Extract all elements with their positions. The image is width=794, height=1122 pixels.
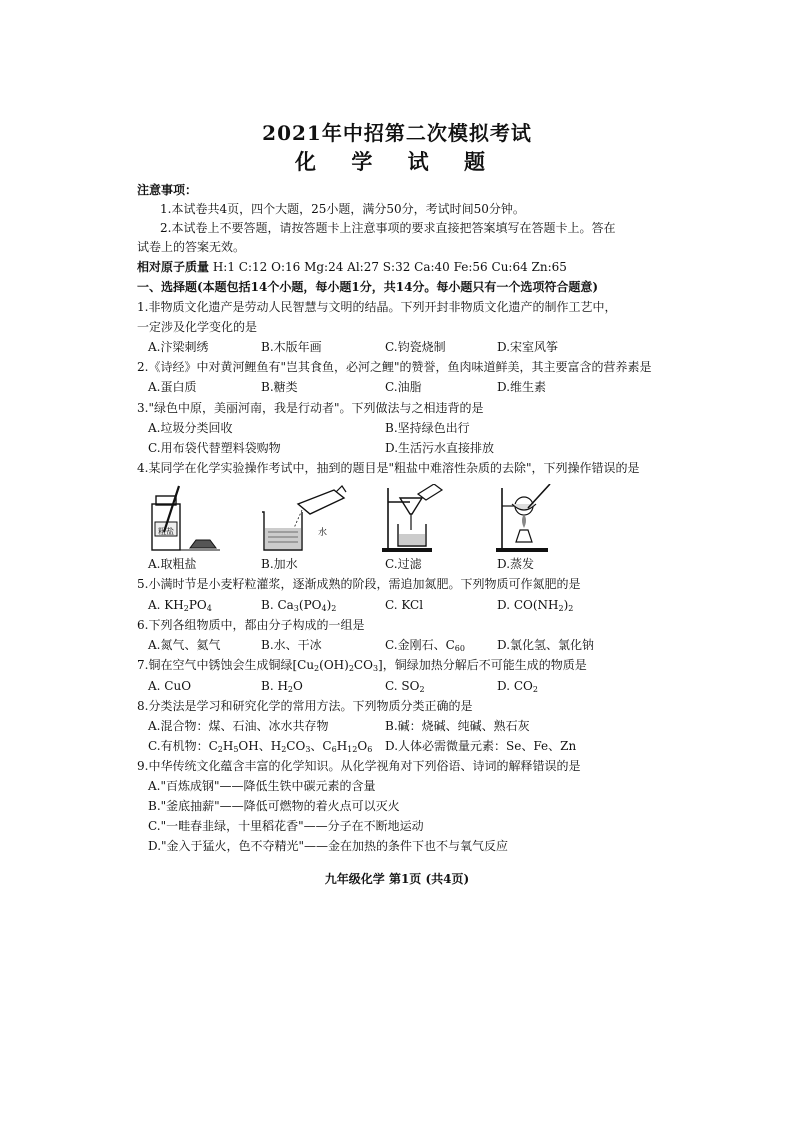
exam-subtitle: 化 学 试 题 — [295, 149, 499, 174]
q4-figure-b — [258, 484, 348, 556]
q3-option-c: C.用布袋代替塑料袋购物 — [148, 441, 281, 455]
q4-figure-c — [382, 484, 452, 556]
section-1-heading: 一、选择题(本题包括14个小题，每小题1分，共14分。每小题只有一个选项符合题意) — [137, 280, 599, 294]
q2-option-b: B.糖类 — [261, 380, 298, 394]
q9-option-a: A."百炼成钢"——降低生铁中碳元素的含量 — [148, 779, 376, 793]
page-footer: 九年级化学 第1页 (共4页) — [324, 872, 470, 886]
q2-stem: 2.《诗经》中对黄河鲤鱼有"岂其食鱼，必河之鲤"的赞誉，鱼肉味道鲜美，其主要富含的营养素是 — [137, 360, 652, 374]
q4-jar-label: 粗盐 — [158, 527, 174, 536]
q6-option-d: D.氯化氢、氯化钠 — [497, 638, 595, 652]
q5-option-b: B. $Ca_3(PO_4)_2$ — [261, 598, 337, 613]
q4-option-d: D.蒸发 — [497, 557, 535, 571]
atomic-mass-values: H:1 C:12 O:16 Mg:24 Al:27 S:32 Ca:40 Fe:56 Cu:64 Zn:65 — [212, 260, 567, 274]
q5-option-c: C. KCl — [385, 598, 424, 612]
q7-stem: 7.铜在空气中锈蚀会生成铜绿$[Cu_2(OH)_2CO_3]$，铜绿加热分解后不可能生成的物质是 — [137, 658, 587, 673]
atomic-mass-label: 相对原子质量 — [137, 260, 210, 274]
q4-option-b: B.加水 — [261, 557, 298, 571]
q8-option-a: A.混合物：煤、石油、冰水共存物 — [148, 719, 329, 733]
q1-option-c: C.钧瓷烧制 — [385, 340, 446, 354]
q7-option-d: D. $CO_2$ — [497, 679, 538, 694]
q1-option-a: A.汴梁刺绣 — [148, 340, 209, 354]
q8-stem: 8.分类法是学习和研究化学的常用方法。下列物质分类正确的是 — [137, 699, 473, 713]
q3-option-d: D.生活污水直接排放 — [385, 441, 495, 455]
q4-water-label: 水 — [318, 528, 328, 538]
q8-option-b: B.碱：烧碱、纯碱、熟石灰 — [385, 719, 530, 733]
q6-option-a: A.氮气、氦气 — [148, 638, 221, 652]
q9-option-b: B."釜底抽薪"——降低可燃物的着火点可以灭火 — [148, 799, 400, 813]
q3-stem: 3."绿色中原，美丽河南，我是行动者"。下列做法与之相违背的是 — [137, 401, 484, 415]
q6-option-c: C.金刚石、$C_{60}$ — [385, 638, 465, 653]
q5-option-d: D. $CO(NH_2)_2$ — [497, 598, 574, 613]
q3-option-b: B.坚持绿色出行 — [385, 421, 470, 435]
q4-figure-a — [146, 484, 226, 556]
q2-option-d: D.维生素 — [497, 380, 547, 394]
q6-option-b: B.水、干冰 — [261, 638, 322, 652]
q4-option-a: A.取粗盐 — [148, 557, 197, 571]
q1-stem: 1.非物质文化遗产是劳动人民智慧与文明的结晶。下列开封非物质文化遗产的制作工艺中， — [137, 300, 617, 314]
notice-heading: 注意事项： — [137, 183, 198, 197]
q2-option-a: A.蛋白质 — [148, 380, 197, 394]
q4-option-c: C.过滤 — [385, 557, 422, 571]
notice-item-2: 2.本试卷上不要答题，请按答题卡上注意事项的要求直接把答案填写在答题卡上。答在 — [160, 221, 616, 235]
q7-option-a: A. CuO — [148, 679, 192, 693]
q4-stem: 4.某同学在化学实验操作考试中，抽到的题目是"粗盐中难溶性杂质的去除"，下列操作错误的是 — [137, 461, 640, 475]
q3-option-a: A.垃圾分类回收 — [148, 421, 233, 435]
notice-item-1: 1.本试卷共4页，四个大题，25小题，满分50分，考试时间50分钟。 — [160, 202, 525, 216]
atomic-mass-line — [137, 259, 567, 275]
q4-figure-d — [494, 484, 564, 556]
q1-option-b: B.木版年画 — [261, 340, 322, 354]
exam-title: 2021年中招第二次模拟考试 — [262, 121, 532, 145]
q1-stem-cont: 一定涉及化学变化的是 — [137, 320, 258, 334]
notice-item-2-cont: 试卷上的答案无效。 — [137, 240, 246, 254]
q5-stem: 5.小满时节是小麦籽粒灌浆，逐渐成熟的阶段，需追加氮肥。下列物质可作氮肥的是 — [137, 577, 581, 591]
q7-option-c: C. $SO_2$ — [385, 679, 425, 694]
q6-stem: 6.下列各组物质中，都由分子构成的一组是 — [137, 618, 365, 632]
q1-option-d: D.宋室风筝 — [497, 340, 559, 354]
q8-option-c: C.有机物：$C_2H_5OH$、$H_2CO_3$、$C_6H_{12}O_6$ — [148, 739, 373, 754]
q9-option-d: D."金入于猛火，色不夺精光"——金在加热的条件下也不与氧气反应 — [148, 839, 509, 853]
q8-option-d: D.人体必需微量元素：Se、Fe、Zn — [385, 739, 577, 753]
q5-option-a: A. $KH_2PO_4$ — [148, 598, 212, 613]
q2-option-c: C.油脂 — [385, 380, 422, 394]
q7-option-b: B. $H_2O$ — [261, 679, 303, 694]
q9-option-c: C."一畦春韭绿，十里稻花香"——分子在不断地运动 — [148, 819, 424, 833]
q9-stem: 9.中华传统文化蕴含丰富的化学知识。从化学视角对下列俗语、诗词的解释错误的是 — [137, 759, 581, 773]
